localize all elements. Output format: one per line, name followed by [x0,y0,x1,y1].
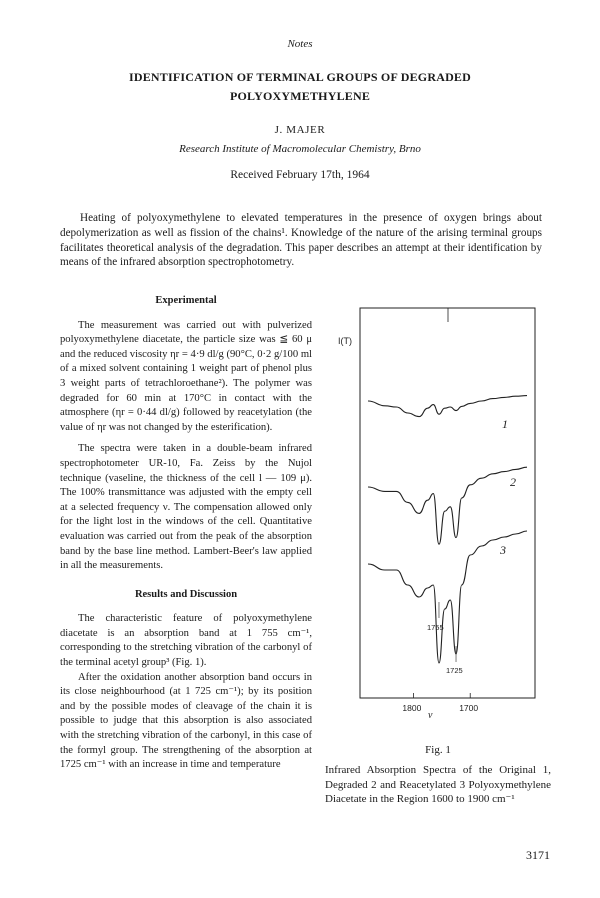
y-axis-label: I(T) [338,336,352,346]
affiliation: Research Institute of Macromolecular Chemistry, Brno [179,143,421,155]
x-tick-label-1700: 1700 [459,703,479,713]
page-number: 3171 [526,848,550,862]
spectrum-line-1 [368,396,527,417]
series-label-2: 2 [510,475,516,489]
series-label-3: 3 [500,543,506,557]
chart-frame [360,308,535,698]
annotation-1725: 1725 [446,666,463,675]
author: J. MAJER [274,124,326,136]
ir-spectrum-chart [330,300,560,750]
abstract: Heating of polyoxymethylene to elevated temperatures in the presence of oxygen brings about depolymerization as well as fission of the chains¹. Knowledge of the nature of the arising terminal groups facilitates theoretical analysis of the degradation. This paper describes an attempt at their identification by means of the infrared absorption spectrophotometry. [60,212,542,269]
experimental-heading: Experimental [155,295,217,306]
received-date: Received February 17th, 1964 [230,169,370,181]
running-head: Notes [287,38,313,50]
article-title: IDENTIFICATION OF TERMINAL GROUPS OF DEGRADED POLYOXYMETHYLENE [128,70,472,103]
results-paragraph-1: The characteristic feature of polyoxymethylene diacetate is an absorption band at 1 755 cm⁻¹, corresponding to the stretching vibration of the carbonyl of the terminal acetyl group³ (Fig. 1). [60,613,312,669]
figure-caption: Infrared Absorption Spectra of the Original 1, Degraded 2 and Reacetylated 3 Polyoxymethylene Diacetate in the Region 1600 to 1900 cm⁻¹ [325,764,551,806]
results-paragraph-2: After the oxidation another absorption band occurs in its close neighbourhood (at 1 725 cm⁻¹); by its position and by the possible modes of cleavage of the chain it is possible to judge that this absorption is also associated with the stretching vibration of the carbonyl, in this case of the formyl group. The strengthening of the absorption at 1725 cm⁻¹ with an increase in time and temperature [60,671,312,771]
annotation-1755: 1755 [426,623,444,632]
experimental-paragraph-1: The measurement was carried out with pulverized polyoxymethylene diacetate, the particle size was ≦ 60 μ and the reduced viscosity ηr = 4·9 dl/g (90°C, 0·2 g/100 ml of a mixed solvent containing 1 weight part of phenol plus 3 weight parts of tetrachloroethane²). The polymer was degraded for 60 min at 170°C in contact with the atmosphere (ηr = 0·44 dl/g) followed by reacetylation (the value of ηr was not changed by the esterification). [60,319,312,433]
series-label-1: 1 [502,417,508,431]
spectrum-line-2 [368,467,527,544]
figure-label: Fig. 1 [425,744,451,756]
results-heading: Results and Discussion [134,588,238,600]
experimental-paragraph-2: The spectra were taken in a double-beam infrared spectrophotometer UR-10, Fa. Zeiss by the Nujol technique (vaseline, the thickness of the cell l — 109 μ). The 100% transmittance was adjusted with the empty cell at a selected frequency ν. The compensation allowed only for the light lost in the windows of the cell. Quantitative evaluation was carried out from the peak of the absorption band by the base line method. Lambert-Beer's law applied in all the measurements. [60,443,312,572]
x-tick-label-1800: 1800 [402,703,422,713]
left-column [60,294,312,773]
x-axis-label: ν [428,710,433,721]
